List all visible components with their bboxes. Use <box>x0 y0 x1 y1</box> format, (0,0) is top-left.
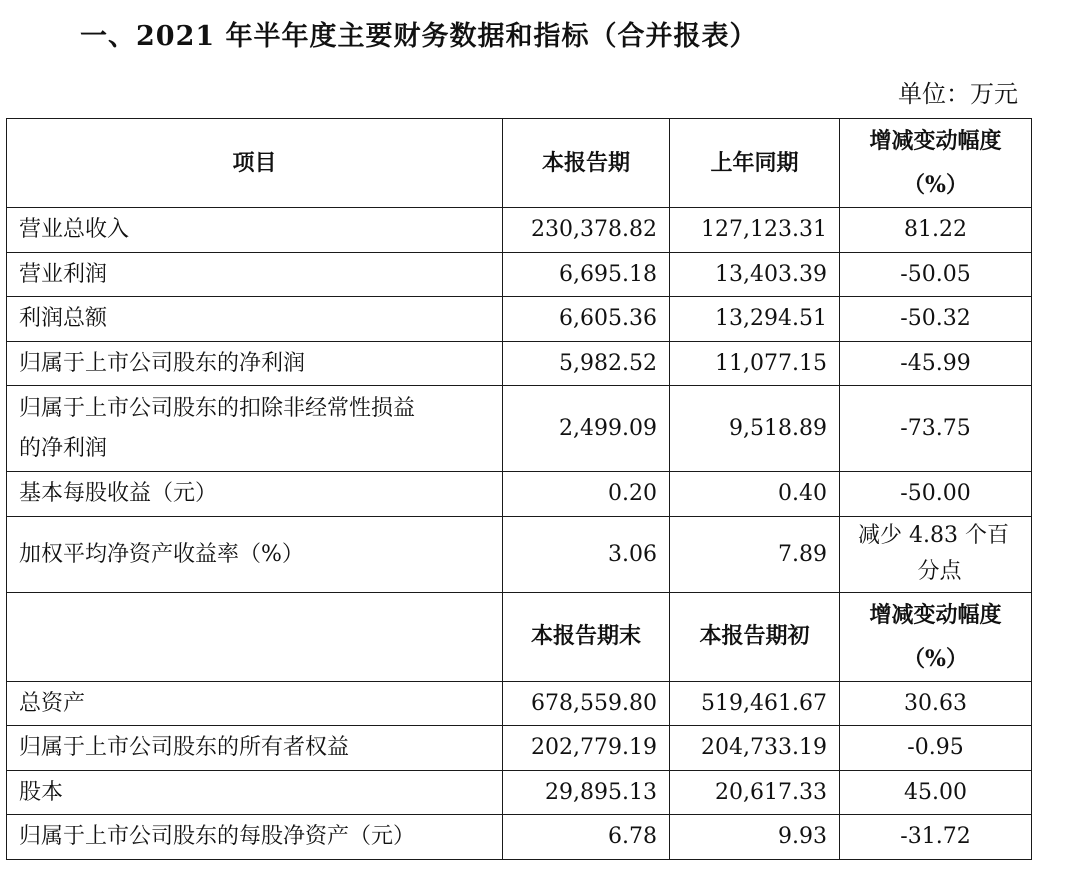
row-change-line1: 减少 4.83 个百 <box>858 523 1009 548</box>
row-current: 3.06 <box>503 516 670 592</box>
header-change-pct <box>840 592 1032 681</box>
row-begin: 519,461.67 <box>670 681 840 726</box>
table-row <box>7 252 1032 297</box>
row-label: 总资产 <box>7 681 503 726</box>
row-label: 基本每股收益（元） <box>7 472 503 517</box>
table-row <box>7 770 1032 815</box>
row-prior: 13,294.51 <box>670 297 840 342</box>
header-change-line2: （%） <box>903 645 968 672</box>
header-current-period: 本报告期 <box>503 119 670 208</box>
header-period-begin: 本报告期初 <box>670 592 840 681</box>
row-label: 营业利润 <box>7 252 503 297</box>
row-prior: 127,123.31 <box>670 208 840 253</box>
table-row <box>7 208 1032 253</box>
row-begin: 204,733.19 <box>670 726 840 771</box>
table-row <box>7 341 1032 386</box>
row-change-line2: 分点 <box>917 559 962 584</box>
row-prior: 0.40 <box>670 472 840 517</box>
row-label: 股本 <box>7 770 503 815</box>
header-change-pct <box>840 119 1032 208</box>
row-change: -31.72 <box>840 815 1032 860</box>
header-prior-period: 上年同期 <box>670 119 840 208</box>
row-current: 6,605.36 <box>503 297 670 342</box>
row-current: 0.20 <box>503 472 670 517</box>
row-current: 230,378.82 <box>503 208 670 253</box>
row-current: 5,982.52 <box>503 341 670 386</box>
row-change: -50.32 <box>840 297 1032 342</box>
header-change-line2: （%） <box>903 172 968 198</box>
section-title: 一、2021 年半年度主要财务数据和指标（合并报表） <box>80 21 758 52</box>
row-label <box>7 386 503 472</box>
header-item: 项目 <box>7 119 503 208</box>
table-row <box>7 297 1032 342</box>
row-label: 归属于上市公司股东的每股净资产（元） <box>7 815 503 860</box>
row-end: 29,895.13 <box>503 770 670 815</box>
row-change: -50.05 <box>840 252 1032 297</box>
row-label: 归属于上市公司股东的净利润 <box>7 341 503 386</box>
row-prior: 7.89 <box>670 516 840 592</box>
financial-data-table <box>6 118 1032 860</box>
table-row <box>7 681 1032 726</box>
row-label: 归属于上市公司股东的所有者权益 <box>7 726 503 771</box>
header-period-end: 本报告期末 <box>503 592 670 681</box>
row-change: -0.95 <box>840 726 1032 771</box>
table-row <box>7 516 1032 592</box>
header-change-line1: 增减变动幅度 <box>869 128 1002 154</box>
row-change: 30.63 <box>840 681 1032 726</box>
row-change: -45.99 <box>840 341 1032 386</box>
row-end: 6.78 <box>503 815 670 860</box>
row-label: 营业总收入 <box>7 208 503 253</box>
table-header-period <box>7 119 1032 208</box>
row-prior: 11,077.15 <box>670 341 840 386</box>
row-change <box>840 516 1032 592</box>
row-change: -50.00 <box>840 472 1032 517</box>
table-row <box>7 815 1032 860</box>
row-prior: 13,403.39 <box>670 252 840 297</box>
row-current: 2,499.09 <box>503 386 670 472</box>
row-label-line2: 的净利润 <box>19 435 108 461</box>
row-change: 81.22 <box>840 208 1032 253</box>
table-row <box>7 386 1032 472</box>
row-begin: 20,617.33 <box>670 770 840 815</box>
header-item-blank <box>7 592 503 681</box>
table-header-balance <box>7 592 1032 681</box>
row-end: 678,559.80 <box>503 681 670 726</box>
row-change: -73.75 <box>840 386 1032 472</box>
row-prior: 9,518.89 <box>670 386 840 472</box>
row-current: 6,695.18 <box>503 252 670 297</box>
row-change: 45.00 <box>840 770 1032 815</box>
row-label: 加权平均净资产收益率（%） <box>7 516 503 592</box>
header-change-line1: 增减变动幅度 <box>869 601 1002 628</box>
row-label: 利润总额 <box>7 297 503 342</box>
row-end: 202,779.19 <box>503 726 670 771</box>
table-row <box>7 472 1032 517</box>
row-begin: 9.93 <box>670 815 840 860</box>
table-row <box>7 726 1032 771</box>
row-label-line1: 归属于上市公司股东的扣除非经常性损益 <box>19 395 416 421</box>
unit-label: 单位：万元 <box>898 80 1018 108</box>
